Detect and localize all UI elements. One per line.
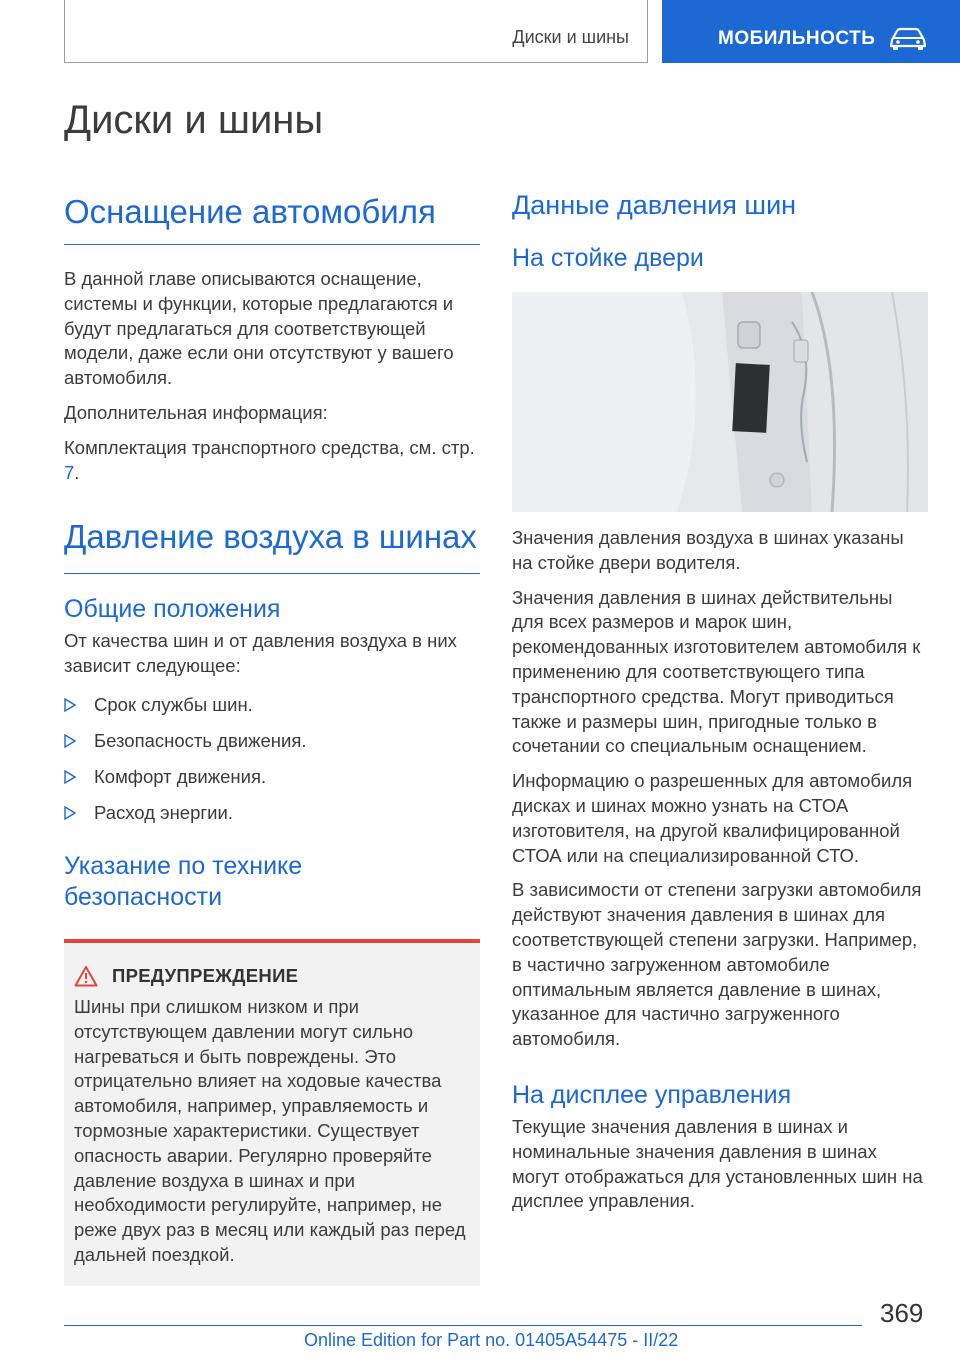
warning-text: Шины при слишком низком и при отсутствующем давлении могут сильно нагреваться и быть повреждены. Это отрицательно влияет на ходовые качества автомобиля, например, управляемость и тормозные характеристики. Существует опасность аварии. Регулярно проверяйте давление воздуха в шинах и при необходимости регулируйте, например, не реже двух раз в месяц или каждый раз перед дальней поездкой. (74, 995, 466, 1265)
additional-info-label: Дополнительная информация: (64, 401, 328, 423)
header-section-label: Диски и шины (512, 27, 629, 47)
page-number: 369 (880, 1298, 924, 1328)
bullet-text: Срок службы шин. (94, 693, 253, 715)
warning-header (74, 965, 470, 987)
equipment-paragraph: В данной главе описываются оснащение, системы и функции, которые предлагаются и будут предлагаться для соответствующей модели, даже если они отсутствуют у вашего автомобиля. (64, 268, 454, 389)
control-display-heading: На дисплее управления (512, 1080, 792, 1109)
approved-wheels-paragraph: Информацию о разрешенных для автомобиля дисках и шинах можно узнать на СТОА изготовителя, на другой квалифицированной СТОА или на специализированной СТО. (512, 770, 913, 866)
footer-rule (64, 1325, 862, 1326)
door-pillar-illustration (512, 292, 928, 512)
pressure-heading: Давление воздуха в шинах (64, 518, 477, 556)
left-column (64, 192, 480, 1286)
reference-text: Комплектация транспортного средства, см. стр. (64, 436, 475, 458)
warning-triangle-icon (74, 965, 98, 987)
triangle-bullet-icon (64, 734, 76, 748)
bullet-item (64, 765, 480, 789)
vehicle-equipment-reference (64, 436, 480, 486)
equipment-heading: Оснащение автомобиля (64, 193, 436, 230)
valid-values-paragraph: Значения давления в шинах действительны для всех размеров и марок шин, рекомендованных изготовителем автомобиля к применению для соответствующего типа транспортного средства. Могут приводиться также и размеры шин, пригодные только в сочетании со специальным оснащением. (512, 586, 921, 757)
bullet-item (64, 801, 480, 825)
load-paragraph: В зависимости от степени загрузки автомобиля действуют значения давления в шинах для соответствующей степени загрузки. Например, в частично загруженном автомобиле оптимальным является давление в шинах, указанное для частично загруженного автомобиля. (512, 879, 922, 1050)
door-pillar-paragraph: Значения давления воздуха в шинах указаны на стойке двери водителя. (512, 527, 904, 573)
bullet-item (64, 693, 480, 717)
general-heading: Общие положения (64, 595, 281, 624)
door-pillar-heading: На стойке двери (512, 244, 704, 272)
right-column (512, 190, 928, 1214)
bullet-text: Расход энергии. (94, 801, 233, 823)
footer-edition: Online Edition for Part no. 01405A54475 - II/22 (304, 1330, 679, 1350)
header-section-box (64, 0, 648, 63)
control-display-paragraph: Текущие значения давления в шинах и номинальные значения давления в шинах могут отображаться для установленных шин на дисплее управления. (512, 1115, 923, 1212)
warning-box (64, 939, 480, 1286)
bullet-text: Комфорт движения. (94, 765, 267, 787)
header-chapter-tab[interactable] (662, 0, 960, 63)
reference-end: . (74, 461, 80, 483)
car-icon (888, 26, 928, 52)
triangle-bullet-icon (64, 770, 76, 784)
header-chapter-label: МОБИЛЬНОСТЬ (718, 28, 876, 49)
equipment-heading-block (64, 192, 480, 245)
triangle-bullet-icon (64, 806, 76, 820)
bullet-text: Безопасность движения. (94, 729, 307, 751)
page-title: Диски и шины (64, 98, 324, 142)
warning-title: ПРЕДУПРЕЖДЕНИЕ (112, 964, 299, 986)
door-pillar-photo (512, 292, 928, 512)
safety-heading: Указание по технике безопасности (64, 851, 303, 911)
pressure-heading-block (64, 515, 480, 574)
bullet-item (64, 729, 480, 753)
triangle-bullet-icon (64, 698, 76, 712)
tire-data-heading: Данные давления шин (512, 190, 797, 220)
general-paragraph: От качества шин и от давления воздуха в них зависит следующее: (64, 630, 457, 677)
page-link[interactable]: 7 (64, 461, 75, 483)
